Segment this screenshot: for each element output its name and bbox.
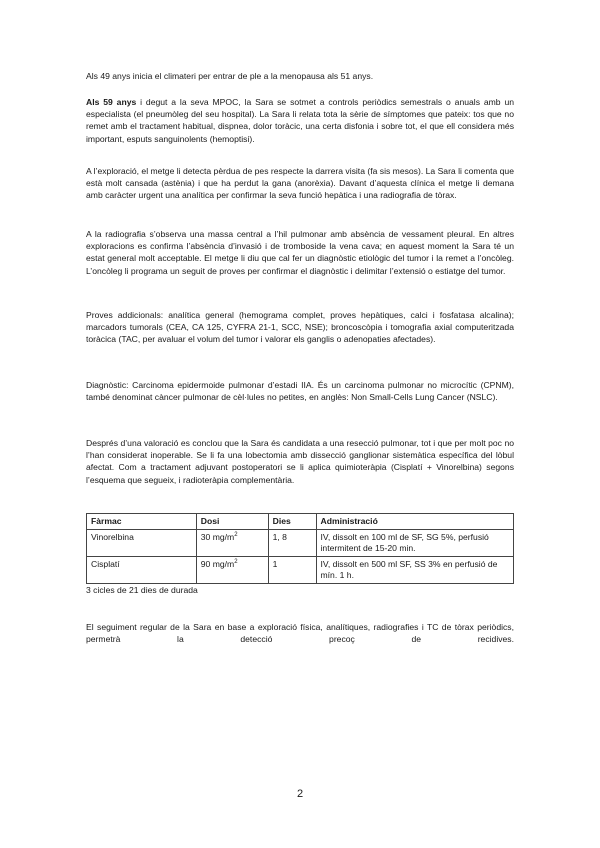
dosi-exponent: 2 bbox=[234, 559, 238, 566]
cell-dies: 1, 8 bbox=[268, 530, 316, 557]
paragraph-followup: El seguiment regular de la Sara en base a exploració física, analítiques, radiografies i TC de tòrax periòdics, permetrà la detecció precoç de recidives. bbox=[86, 622, 514, 645]
dosi-value: 90 mg/m bbox=[200, 559, 235, 569]
paragraph-radiography: A la radiografia s’observa una massa central a l’hil pulmonar amb absència de vessament pleural. En altres exploracions es confirma l’absència d’invasió i de tromboside la vena cava; en aquest moment la Sara té un estat general molt acceptable. El metge li diu que cal fer un diagnòstic etiològic del tumor i la remet a l’oncòleg. L’oncòleg li programa un seguit de proves per confirmar el diagnòstic i delimitar l’extensió o estiatge del tumor. bbox=[86, 229, 514, 276]
age-highlight: Als 59 anys bbox=[86, 97, 137, 107]
paragraph-additional-tests: Proves addicionals: analítica general (hemograma complet, proves hepàtiques, calci i fosfatasa alcalina); marcadors tumorals (CEA, CA 125, CYFRA 21-1, SCC, NSE); broncoscòpia i tomografia axial computeritzada toràcica (TAC, per avaluar el volum del tumor i valorar els ganglis o adenopaties afectades). bbox=[86, 310, 514, 345]
cell-dosi bbox=[196, 557, 268, 584]
header-dies: Dies bbox=[268, 514, 316, 530]
paragraph-exploration: A l’exploració, el metge li detecta pèrdua de pes respecte la darrera visita (fa sis mesos). La Sara li comenta que està molt cansada (astènia) i que ha perdut la gana (anorèxia). Davant d’aquesta clínica el metge li demana amb caràcter urgent una analítica per confirmar la seva funció hepàtica i una radiografia de tòrax. bbox=[86, 166, 514, 201]
cell-farmac: Vinorelbina bbox=[87, 530, 197, 557]
paragraph-symptoms-text: i degut a la seva MPOC, la Sara se sotmet a controls periòdics semestrals o anuals amb un especialista (el pneumòleg del seu hospital). La Sara li relata tota la sèrie de símptomes que pateix: tos que no remet amb el tractament habitual, dispnea, dolor toràcic, una certa disfonia i sobre tot, el que ell considera més important, esputs sanguinolents (hemoptisi). bbox=[86, 97, 515, 144]
page-number: 2 bbox=[296, 788, 304, 800]
cell-farmac: Cisplatí bbox=[87, 557, 197, 584]
paragraph-menopause: Als 49 anys inicia el climateri per entrar de ple a la menopausa als 51 anys. bbox=[86, 71, 374, 81]
paragraph-diagnosis: Diagnòstic: Carcinoma epidermoide pulmonar d’estadi IIA. És un carcinoma pulmonar no microcític (CPNM), també denominat càncer pulmonar de cèl·lules no petites, en anglès: Non Small-Cells Lung Cancer (NSLC). bbox=[86, 380, 514, 403]
cycles-note: 3 cicles de 21 dies de durada bbox=[86, 585, 198, 595]
table-row bbox=[87, 530, 514, 557]
header-administracio: Administració bbox=[316, 514, 513, 530]
paragraph-treatment: Després d’una valoració es conclou que la Sara és candidata a una resecció pulmonar, tot i que per molt poc no l’han considerat inoperable. Se li fa una lobectomia amb dissecció ganglionar sistemàtica específica del lòbul afectat. Com a tractament adjuvant postoperatori se li aplica quimioteràpia (Cisplatí + Vinorelbina) segons l’esquema que segueix, i radioteràpia complementària. bbox=[86, 438, 514, 485]
chemotherapy-table bbox=[86, 513, 514, 584]
paragraph-symptoms bbox=[86, 96, 514, 145]
table-row bbox=[87, 557, 514, 584]
cell-dosi bbox=[196, 530, 268, 557]
header-farmac: Fàrmac bbox=[87, 514, 197, 530]
cell-administracio: IV, dissolt en 500 ml SF, SS 3% en perfusió de mín. 1 h. bbox=[316, 557, 513, 584]
cell-dies: 1 bbox=[268, 557, 316, 584]
dosi-exponent: 2 bbox=[234, 532, 238, 539]
header-dosi: Dosi bbox=[196, 514, 268, 530]
table-header-row bbox=[87, 514, 514, 530]
cell-administracio: IV, dissolt en 100 ml de SF, SG 5%, perfusió intermitent de 15-20 min. bbox=[316, 530, 513, 557]
dosi-value: 30 mg/m bbox=[200, 532, 235, 542]
